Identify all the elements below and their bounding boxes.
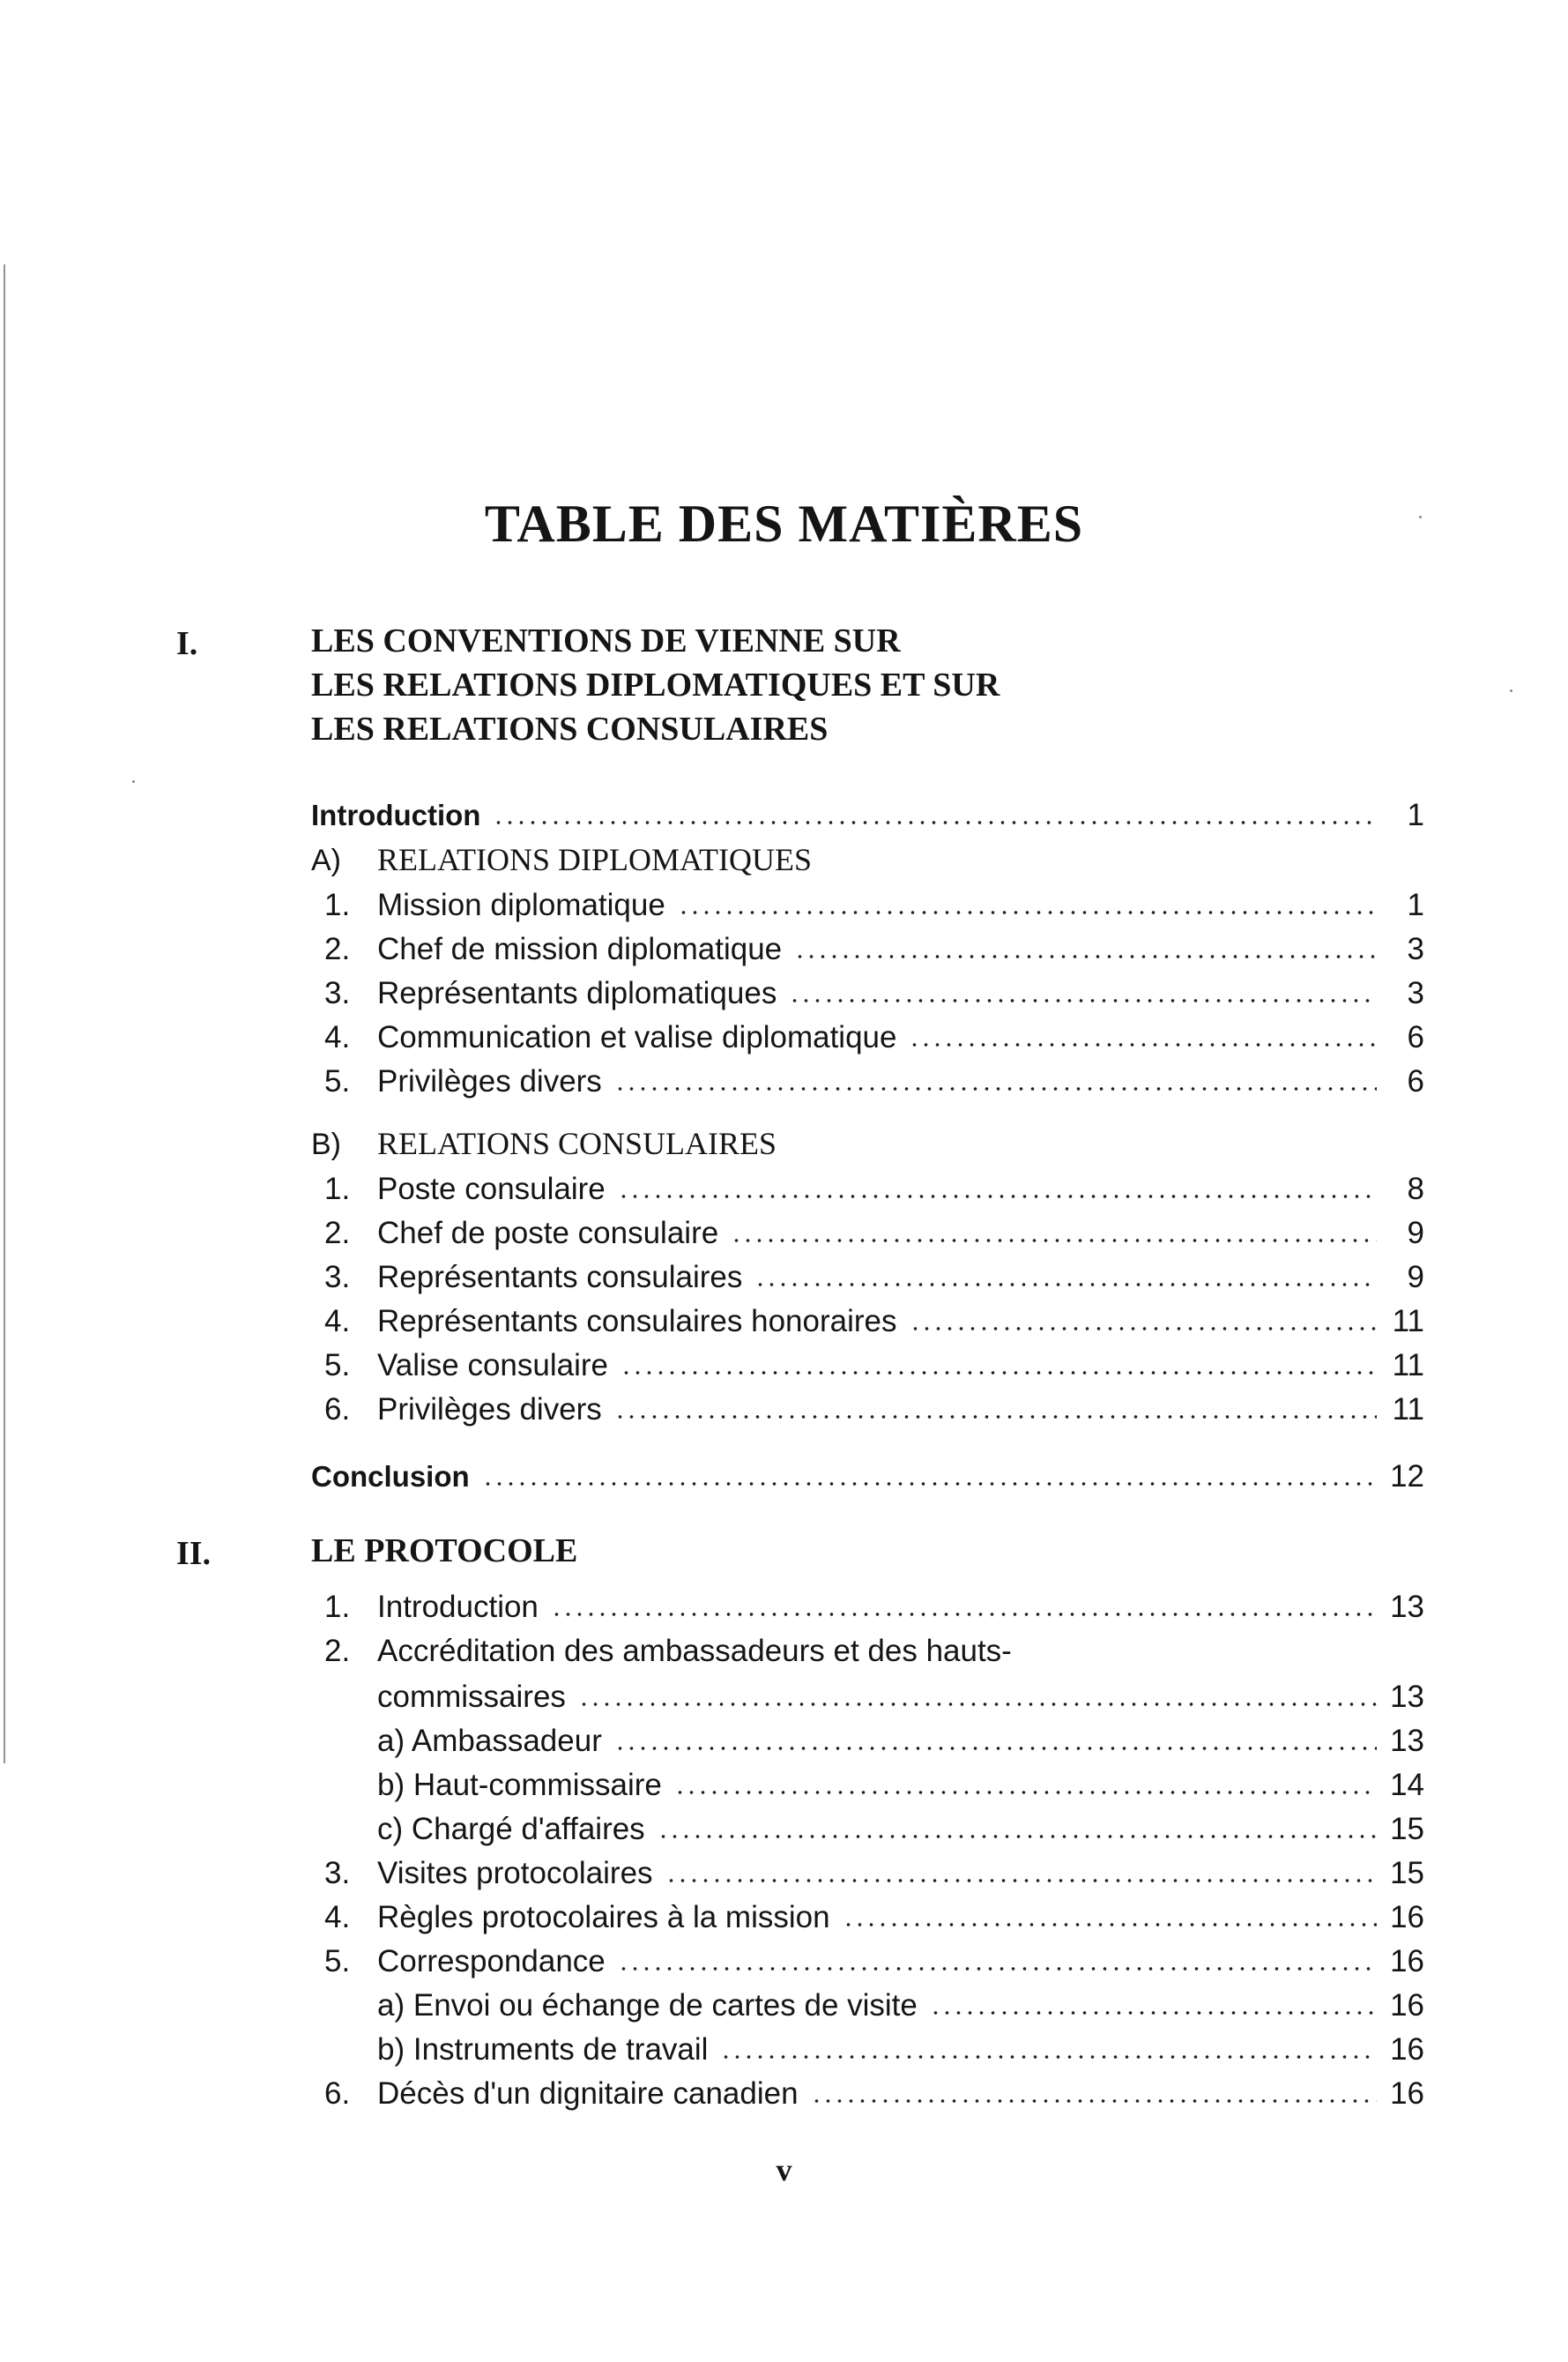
toc-entry-number: 1. [324, 1172, 351, 1206]
toc-entry[interactable] [311, 1896, 1424, 1940]
toc-entry-label: Introduction [311, 799, 481, 831]
part-title [311, 1529, 577, 1573]
toc-entry-label: Règles protocolaires à la mission [377, 1900, 830, 1934]
toc-entry-label: Chef de mission diplomatique [377, 932, 783, 966]
section-letter: B) [311, 1128, 341, 1161]
part-title-line: LE PROTOCOLE [311, 1532, 578, 1569]
toc-entry-page: 15 [1390, 1812, 1424, 1846]
section-title: RELATIONS CONSULAIRES [377, 1126, 777, 1161]
toc-entry-label: Chef de poste consulaire [377, 1216, 719, 1250]
toc-entry[interactable] [311, 1167, 1424, 1211]
dot-leader [665, 1877, 1377, 1884]
toc-entry-page: 16 [1390, 2032, 1424, 2067]
toc-entry[interactable] [311, 1984, 1424, 2028]
toc-entry[interactable] [311, 1388, 1424, 1432]
toc-entry[interactable] [311, 1585, 1424, 1629]
toc-entry-number: 4. [324, 1304, 351, 1338]
toc-entry-label: Conclusion [311, 1460, 470, 1493]
toc-entry[interactable] [311, 1060, 1424, 1104]
toc-entry-label: Visites protocolaires [377, 1856, 653, 1890]
part-number: I. [176, 625, 198, 662]
toc-entry-page: 8 [1407, 1172, 1424, 1206]
toc-entry-number: 1. [324, 888, 351, 922]
toc-entry-label: Représentants diplomatiques [377, 976, 777, 1010]
toc-entry-label: Introduction [377, 1590, 539, 1624]
dot-leader [493, 819, 1377, 826]
toc-entry-page: 16 [1390, 2076, 1424, 2111]
toc-entry-page: 13 [1390, 1680, 1424, 1714]
dot-leader [614, 1085, 1377, 1092]
part-title [311, 619, 1000, 751]
toc-entry-label: Poste consulaire [377, 1172, 606, 1206]
toc-entry-label: Valise consulaire [377, 1348, 608, 1382]
toc-entry[interactable] [311, 1016, 1424, 1060]
toc-entry[interactable] [311, 2072, 1424, 2116]
toc-entry[interactable] [311, 1211, 1424, 1256]
toc-entry-label: Correspondance [377, 1944, 606, 1978]
toc-entry-number: 5. [324, 1064, 351, 1099]
dot-leader [618, 1193, 1377, 1200]
toc-entry[interactable] [311, 1344, 1424, 1388]
dot-leader [930, 2009, 1377, 2016]
toc-entry-page: 16 [1390, 1988, 1424, 2023]
toc-entry-page: 6 [1407, 1020, 1424, 1054]
dot-leader [658, 1833, 1377, 1840]
dot-leader [910, 1325, 1378, 1332]
toc-entry-page: 1 [1407, 798, 1424, 832]
toc-entry-number: 4. [324, 1900, 351, 1934]
toc-entry-page: 14 [1390, 1768, 1424, 1802]
dot-leader [794, 953, 1377, 960]
toc-entry-page: 13 [1390, 1724, 1424, 1758]
toc-entry-number: 2. [324, 1216, 351, 1250]
toc-entry-page: 12 [1390, 1459, 1424, 1494]
toc-entry-number: 5. [324, 1944, 351, 1978]
dot-leader [843, 1921, 1377, 1928]
toc-entry-label: Représentants consulaires [377, 1260, 743, 1294]
section-heading-a [311, 838, 812, 883]
toc-entry-page: 9 [1407, 1216, 1424, 1250]
toc-entry-conclusion[interactable] [311, 1455, 1424, 1499]
toc-entry-number: 3. [324, 1260, 351, 1294]
toc-entry-label: b) Instruments de travail [377, 2032, 709, 2067]
toc-entry[interactable] [311, 1852, 1424, 1896]
dot-leader [482, 1480, 1377, 1487]
part-number: II. [176, 1535, 212, 1572]
dot-leader [578, 1701, 1377, 1708]
toc-entry[interactable] [311, 1719, 1424, 1763]
toc-entry-number: 2. [324, 932, 351, 966]
toc-entry-page: 6 [1407, 1064, 1424, 1099]
toc-entry-page: 9 [1407, 1260, 1424, 1294]
page-number: v [776, 2152, 792, 2187]
toc-entry-page: 13 [1390, 1590, 1424, 1624]
toc-entry-page: 11 [1392, 1304, 1424, 1338]
toc-entry[interactable] [311, 1763, 1424, 1807]
toc-entry-label: c) Chargé d'affaires [377, 1812, 645, 1846]
dot-leader [618, 1965, 1377, 1972]
toc-entry[interactable] [311, 1256, 1424, 1300]
toc-entry[interactable] [311, 1300, 1424, 1344]
dot-leader [678, 909, 1377, 916]
toc-entry-page: 1 [1407, 888, 1424, 922]
dot-leader [621, 1369, 1377, 1376]
toc-entry-number: 6. [324, 2076, 351, 2111]
toc-entry-label: Accréditation des ambassadeurs et des hauts- [377, 1634, 1012, 1668]
dot-leader [811, 2097, 1377, 2105]
toc-entry-label: b) Haut-commissaire [377, 1768, 662, 1802]
toc-entry[interactable] [311, 2028, 1424, 2072]
toc-entry-label: Communication et valise diplomatique [377, 1020, 897, 1054]
toc-entry[interactable] [311, 928, 1424, 972]
dot-leader [614, 1413, 1377, 1420]
part-title-line: LES RELATIONS DIPLOMATIQUES ET SUR [311, 667, 1000, 704]
dot-leader [789, 997, 1377, 1004]
toc-entry-label: Représentants consulaires honoraires [377, 1304, 897, 1338]
toc-entry[interactable] [311, 1629, 1424, 1673]
toc-entry-page: 16 [1390, 1900, 1424, 1934]
toc-entry-number: 2. [324, 1634, 351, 1668]
toc-entry-page: 3 [1407, 932, 1424, 966]
dot-leader [754, 1281, 1377, 1288]
dot-leader [614, 1745, 1377, 1752]
toc-entry-number: 3. [324, 976, 351, 1010]
section-heading-b [311, 1121, 777, 1166]
dot-leader [909, 1041, 1377, 1048]
toc-entry-label: Mission diplomatique [377, 888, 665, 922]
section-title: RELATIONS DIPLOMATIQUES [377, 842, 812, 877]
toc-entry-number: 5. [324, 1348, 351, 1382]
toc-entry-page: 11 [1392, 1348, 1424, 1382]
part-title-line: LES CONVENTIONS DE VIENNE SUR [311, 622, 901, 659]
toc-entry[interactable] [311, 1807, 1424, 1852]
dot-leader [674, 1789, 1377, 1796]
scan-speck [132, 780, 135, 783]
part-title-line: LES RELATIONS CONSULAIRES [311, 711, 829, 748]
toc-entry-number: 6. [324, 1392, 351, 1427]
toc-entry-label: Privilèges divers [377, 1064, 602, 1099]
toc-entry[interactable] [311, 883, 1424, 928]
toc-entry-page: 11 [1392, 1392, 1424, 1427]
dot-leader [731, 1237, 1377, 1244]
toc-entry-number: 4. [324, 1020, 351, 1054]
scan-edge-shadow [4, 265, 11, 1763]
dot-leader [720, 2053, 1377, 2060]
page-title: TABLE DES MATIÈRES [484, 495, 1084, 553]
scan-speck [1510, 689, 1512, 692]
section-letter: A) [311, 844, 341, 877]
toc-entry-page: 16 [1390, 1944, 1424, 1978]
toc-entry[interactable] [311, 972, 1424, 1016]
toc-entry[interactable] [311, 1675, 1424, 1719]
toc-entry-label: Décès d'un dignitaire canadien [377, 2076, 799, 2111]
toc-entry[interactable] [311, 1940, 1424, 1984]
toc-entry-number: 3. [324, 1856, 351, 1890]
toc-entry-label: commissaires [377, 1680, 566, 1714]
toc-entry-label: a) Ambassadeur [377, 1724, 602, 1758]
toc-entry-page: 15 [1390, 1856, 1424, 1890]
dot-leader [551, 1611, 1377, 1618]
toc-entry-introduction[interactable] [311, 794, 1424, 838]
toc-entry-label: Privilèges divers [377, 1392, 602, 1427]
toc-entry-label: a) Envoi ou échange de cartes de visite [377, 1988, 918, 2023]
toc-entry-page: 3 [1407, 976, 1424, 1010]
toc-entry-number: 1. [324, 1590, 351, 1624]
